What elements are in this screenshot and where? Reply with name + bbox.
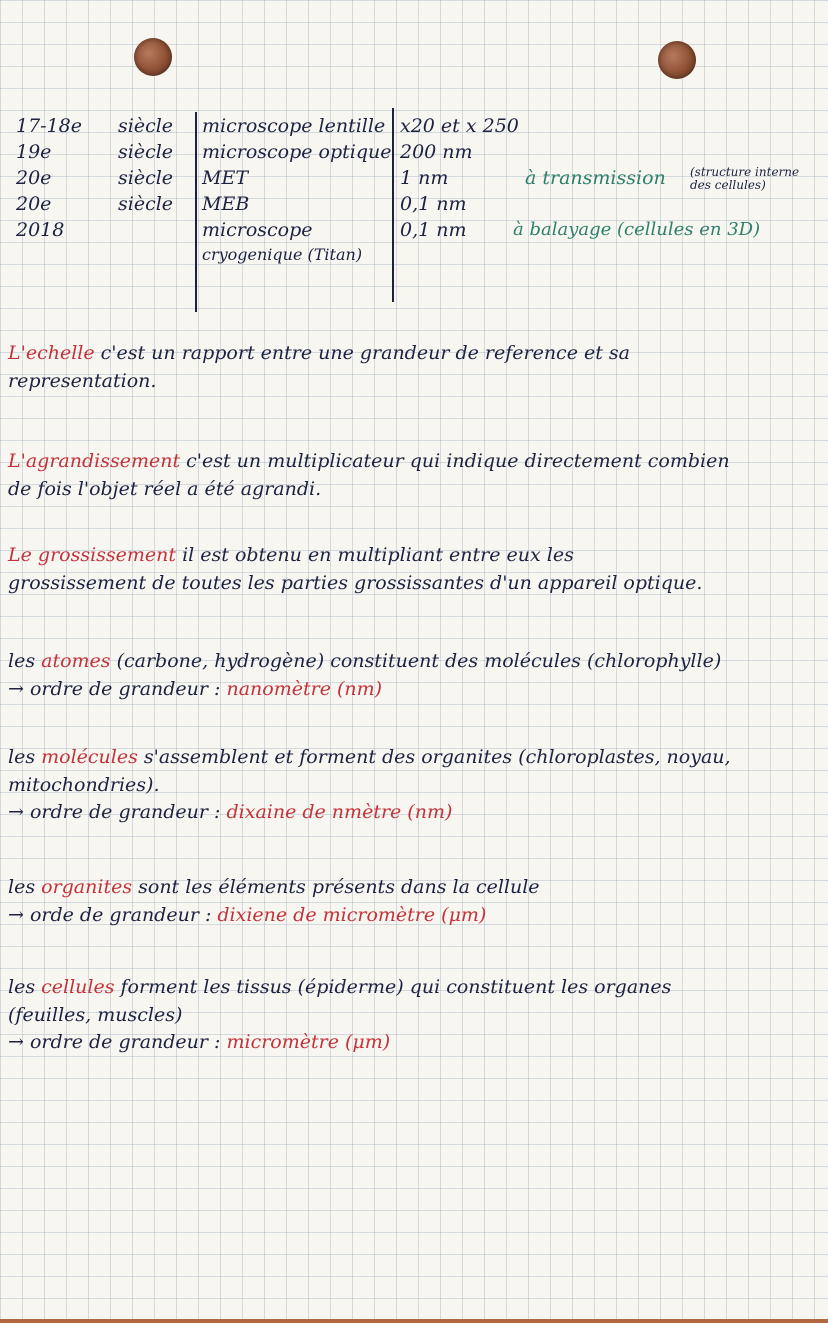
paragraph-line: mitochondries). — [8, 773, 160, 796]
instrument-column — [202, 116, 392, 272]
paragraph-text: il est obtenu en multipliant entre eux les — [176, 544, 574, 566]
term-grossissement: Le grossissement — [8, 544, 177, 566]
paragraph-text: les — [8, 650, 42, 672]
paragraph-line: representation. — [8, 369, 157, 392]
echelle-definition — [8, 340, 630, 395]
meb-note: à balayage (cellules en 3D) — [513, 219, 761, 240]
cellules-paragraph — [8, 974, 671, 1057]
paragraph-text: → orde de grandeur : — [8, 903, 218, 926]
paragraph-line — [8, 799, 731, 827]
structure-note — [690, 166, 799, 191]
instrument-cell: MET — [202, 167, 248, 189]
paragraph-line — [8, 744, 731, 772]
paragraph-line: grossissement de toutes les parties grossissantes d'un appareil optique. — [8, 571, 703, 594]
microscope-history-table — [0, 0, 828, 320]
paragraph-text: c'est un multiplicateur qui indique directement combien — [180, 450, 730, 472]
resolution-column — [400, 116, 519, 246]
term-echelle: L'echelle — [8, 342, 95, 364]
paragraph-line — [8, 874, 540, 902]
order-of-magnitude: nanomètre (nm) — [226, 677, 383, 700]
paragraph-text: forment les tissus (épiderme) qui constituent les organes — [114, 976, 672, 998]
term-organites: organites — [41, 876, 133, 898]
paragraph-line — [8, 340, 630, 368]
organites-paragraph — [8, 874, 540, 929]
molecules-paragraph — [8, 744, 731, 827]
paragraph-line — [8, 974, 671, 1002]
table-divider-2 — [392, 108, 394, 302]
paragraph-line: de fois l'objet réel a été agrandi. — [8, 477, 322, 500]
term-atomes: atomes — [41, 650, 111, 672]
resolution-cell: 0,1 nm — [400, 219, 467, 241]
year-cell: 20e — [16, 167, 52, 189]
term-cellules: cellules — [41, 976, 115, 998]
table-divider-1 — [195, 112, 197, 312]
paragraph-text: c'est un rapport entre une grandeur de reference et sa — [94, 342, 630, 364]
order-of-magnitude: micromètre (μm) — [226, 1031, 391, 1054]
siecle-column — [118, 116, 173, 220]
order-of-magnitude: dixiene de micromètre (μm) — [217, 903, 487, 926]
paragraph-text: s'assemblent et forment des organites (chloroplastes, noyau, — [137, 746, 731, 768]
year-cell: 19e — [16, 141, 52, 163]
instrument-cell: microscope lentille — [202, 115, 386, 137]
structure-note-line: des cellules) — [690, 177, 766, 192]
instrument-cell: MEB — [202, 193, 250, 215]
year-cell: 20e — [16, 193, 52, 215]
paragraph-line — [8, 902, 540, 930]
page-bottom-edge — [0, 1319, 828, 1323]
paragraph-text: les — [8, 976, 42, 998]
resolution-cell: 200 nm — [400, 141, 473, 163]
agrandissement-definition — [8, 448, 730, 503]
term-agrandissement: L'agrandissement — [8, 450, 181, 472]
paragraph-line — [8, 676, 721, 704]
year-column — [16, 116, 82, 246]
paragraph-line — [8, 1029, 671, 1057]
siecle-cell: siècle — [118, 167, 174, 189]
siecle-cell: siècle — [118, 193, 174, 215]
structure-note-line: (structure interne — [690, 165, 800, 179]
instrument-cell-extra: cryogenique (Titan) — [202, 245, 363, 264]
paragraph-text: les — [8, 876, 42, 898]
resolution-cell: 1 nm — [400, 167, 449, 189]
resolution-cell: 0,1 nm — [400, 193, 467, 215]
resolution-cell: x20 et x 250 — [400, 115, 519, 137]
siecle-cell: siècle — [118, 141, 174, 163]
instrument-cell: microscope optique — [202, 141, 392, 163]
grossissement-definition — [8, 542, 702, 597]
term-molecules: molécules — [41, 746, 138, 768]
paragraph-line — [8, 448, 730, 476]
paragraph-text: sont les éléments présents dans la cellule — [132, 876, 540, 898]
paragraph-text: → ordre de grandeur : — [8, 1031, 227, 1054]
year-cell: 17-18e — [16, 115, 83, 137]
year-cell: 2018 — [16, 219, 65, 241]
siecle-cell: siècle — [118, 115, 174, 137]
paragraph-line — [8, 542, 702, 570]
paragraph-line: (feuilles, muscles) — [8, 1003, 183, 1026]
paragraph-line — [8, 648, 721, 676]
instrument-cell: microscope — [202, 219, 313, 241]
paragraph-text: les — [8, 746, 42, 768]
met-note: à transmission — [525, 167, 666, 189]
paragraph-text: → ordre de grandeur : — [8, 801, 227, 824]
paragraph-text: (carbone, hydrogène) constituent des molécules (chlorophylle) — [110, 650, 722, 672]
paragraph-text: → ordre de grandeur : — [8, 677, 227, 700]
order-of-magnitude: dixaine de nmètre (nm) — [226, 801, 453, 824]
atomes-paragraph — [8, 648, 721, 703]
